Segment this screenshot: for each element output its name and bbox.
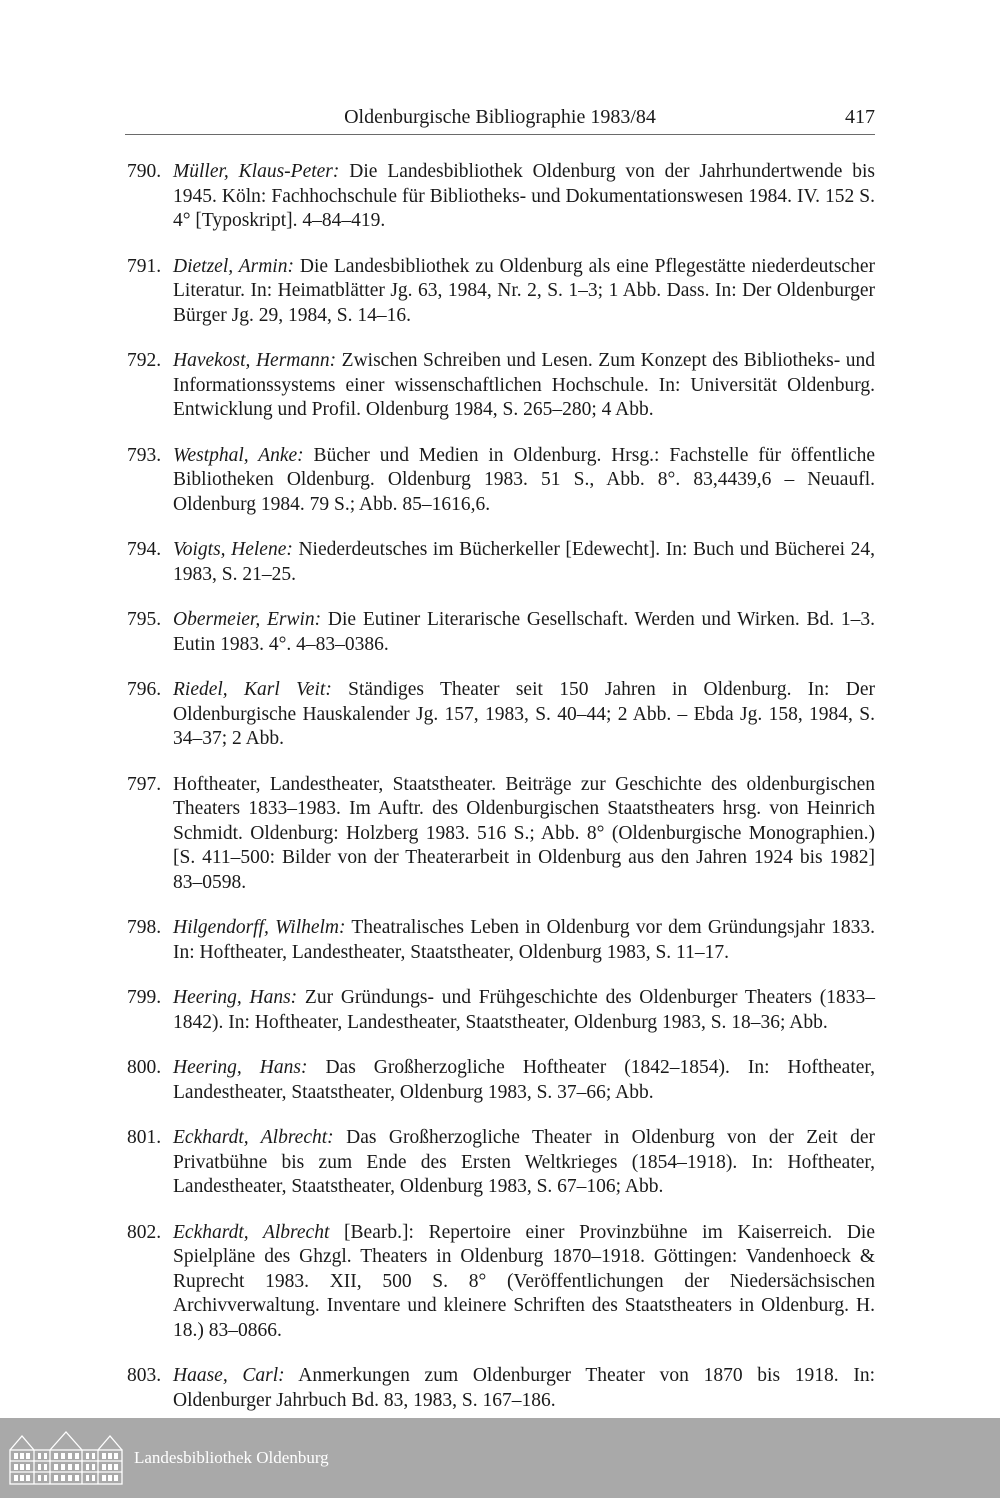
bibliography-entry xyxy=(127,160,875,234)
bibliography-entry xyxy=(127,986,875,1035)
entry-author: Heering, Hans: xyxy=(173,1057,308,1078)
entry-number: 792. xyxy=(127,350,162,371)
entry-number: 802. xyxy=(127,1221,162,1243)
bibliography-entry xyxy=(127,608,876,657)
page-header xyxy=(125,104,875,135)
footer-institution-name: Landesbibliothek Oldenburg xyxy=(134,1448,329,1467)
bibliography-entry xyxy=(127,916,875,965)
entry-number: 796. xyxy=(127,679,162,700)
entry-author: Voigts, Helene: xyxy=(173,539,293,560)
page-number: 417 xyxy=(845,106,875,128)
entry-number: 794. xyxy=(127,539,162,560)
entry-author: Riedel, Karl Veit: xyxy=(173,679,332,700)
entry-number: 799. xyxy=(127,987,162,1008)
entry-number: 797. xyxy=(127,773,162,795)
bibliography-entry xyxy=(127,1056,875,1105)
entry-author: Haase, Carl: xyxy=(173,1365,285,1386)
entry-text: Ständiges Theater seit 150 Jahren in Oldenburg. In: Der Oldenburgische Hauskalender Jg. 157, 1983, S. 40–44; 2 Abb. – Ebda Jg. 158, 1984, S. 34–37; 2 Abb. xyxy=(173,679,876,749)
entry-author: Eckhardt, Albrecht: xyxy=(173,1127,334,1148)
entry-author: Dietzel, Armin: xyxy=(173,255,294,277)
entry-text: Zur Gründungs- und Frühgeschichte des Oldenburger Theaters (1833–1842). In: Hoftheater, Landestheater, Staatstheater, Oldenburg 1983, S. 18–36; Abb. xyxy=(173,987,875,1033)
bibliography-entry xyxy=(127,255,875,329)
entry-text: Das Großherzogliche Theater in Oldenburg von der Zeit der Privatbühne bis zum Ende des Ersten Weltkrieges (1854–1918). In: Hoftheater, Landestheater, Staatstheater, Oldenburg 1983, S. 67–106; Abb. xyxy=(173,1127,875,1197)
entry-text: Bücher und Medien in Oldenburg. Hrsg.: Fachstelle für öffentliche Bibliotheken Oldenburg. Oldenburg 1983. 51 S., Abb. 8°. 83,4439,6 – Neuaufl. Oldenburg 1984. 79 S.; Abb. 85–1616,6. xyxy=(173,444,875,515)
entry-number: 801. xyxy=(127,1127,162,1148)
entry-author: Hilgendorff, Wilhelm: xyxy=(173,917,346,938)
bibliography-entry xyxy=(127,1126,875,1200)
entry-author: Heering, Hans: xyxy=(173,987,298,1008)
entry-text: Zwischen Schreiben und Lesen. Zum Konzept des Bibliotheks- und Informationssystems einer wissenschaftlichen Hochschule. In: Universität Oldenburg. Entwicklung und Profil. Oldenburg 1984, S. 265–280; 4 Abb. xyxy=(173,350,875,420)
entry-text: Die Landesbibliothek Oldenburg von der Jahrhundertwende bis 1945. Köln: Fachhochschule für Bibliotheks- und Dokumentationswesen 1984. IV. 152 S. 4° [Typoskript]. 4–84–419. xyxy=(173,161,875,231)
bibliography-entry xyxy=(127,773,875,896)
entry-number: 793. xyxy=(127,444,162,466)
entry-text: [Bearb.]: Repertoire einer Provinzbühne im Kaiserreich. Die Spielpläne des Ghzgl. Theaters in Oldenburg 1870–1918. Göttingen: Vandenhoeck & Ruprecht 1983. XII, 500 S. 8° (Veröffentlichungen der Niedersächsischen Archivverwaltung. Inventare und kleinere Schriften des Staatstheaters in Oldenburg. H. 18.) 83–0866. xyxy=(173,1221,875,1341)
entry-number: 790. xyxy=(127,161,162,182)
entry-author: Havekost, Hermann: xyxy=(173,350,337,371)
entry-author: Obermeier, Erwin: xyxy=(173,609,322,630)
running-title: Oldenburgische Bibliographie 1983/84 xyxy=(344,106,656,128)
entry-number: 795. xyxy=(127,609,162,630)
entry-author: Eckhardt, Albrecht xyxy=(173,1221,330,1243)
entry-number: 803. xyxy=(127,1365,162,1386)
entry-text: Die Eutiner Literarische Gesellschaft. Werden und Wirken. Bd. 1–3. Eutin 1983. 4°. 4–83–0386. xyxy=(173,609,876,655)
bibliography-entry xyxy=(127,1364,875,1413)
entry-text: Die Landesbibliothek zu Oldenburg als eine Pflegestätte niederdeutscher Literatur. In: Heimatblätter Jg. 63, 1984, Nr. 2, S. 1–3; 1 Abb. Dass. In: Der Oldenburger Bürger Jg. 29, 1984, S. 14–16. xyxy=(173,255,875,326)
entry-text: Anmerkungen zum Oldenburger Theater von 1870 bis 1918. In: Oldenburger Jahrbuch Bd. 83, 1983, S. 167–186. xyxy=(173,1365,875,1411)
entry-number: 798. xyxy=(127,917,162,938)
entry-text: Theatralisches Leben in Oldenburg vor dem Gründungsjahr 1833. In: Hoftheater, Landestheater, Staatstheater, Oldenburg 1983, S. 11–17. xyxy=(173,917,875,963)
bibliography-entries xyxy=(0,160,1000,1434)
entry-author: Müller, Klaus-Peter: xyxy=(173,161,340,182)
footer-bar xyxy=(0,1418,1000,1498)
bibliography-entry xyxy=(127,678,876,752)
entry-text: Hoftheater, Landestheater, Staatstheater. Beiträge zur Geschichte des oldenburgischen Theaters 1833–1983. Im Auftr. des Oldenburgischen Staatstheaters hrsg. von Heinrich Schmidt. Oldenburg: Holzberg 1983. 516 S.; Abb. 8° (Oldenburgische Monographien.) [S. 411–500: Bilder von der Theaterarbeit in Oldenburg aus den Jahren 1924 bis 1982] 83–0598. xyxy=(173,773,875,893)
bibliography-entry xyxy=(127,349,875,423)
entry-text: Das Großherzogliche Hoftheater (1842–1854). In: Hoftheater, Landestheater, Staatstheater, Oldenburg 1983, S. 37–66; Abb. xyxy=(173,1057,875,1103)
bibliography-entry xyxy=(127,444,875,518)
entry-number: 791. xyxy=(127,255,162,277)
bibliography-entry xyxy=(127,1221,875,1344)
entry-text: Niederdeutsches im Bücherkeller [Edewecht]. In: Buch und Bücherei 24, 1983, S. 21–25. xyxy=(173,539,875,585)
library-building-icon xyxy=(8,1428,124,1488)
entry-author: Westphal, Anke: xyxy=(173,444,304,466)
bibliography-entry xyxy=(127,538,875,587)
entry-number: 800. xyxy=(127,1057,162,1078)
